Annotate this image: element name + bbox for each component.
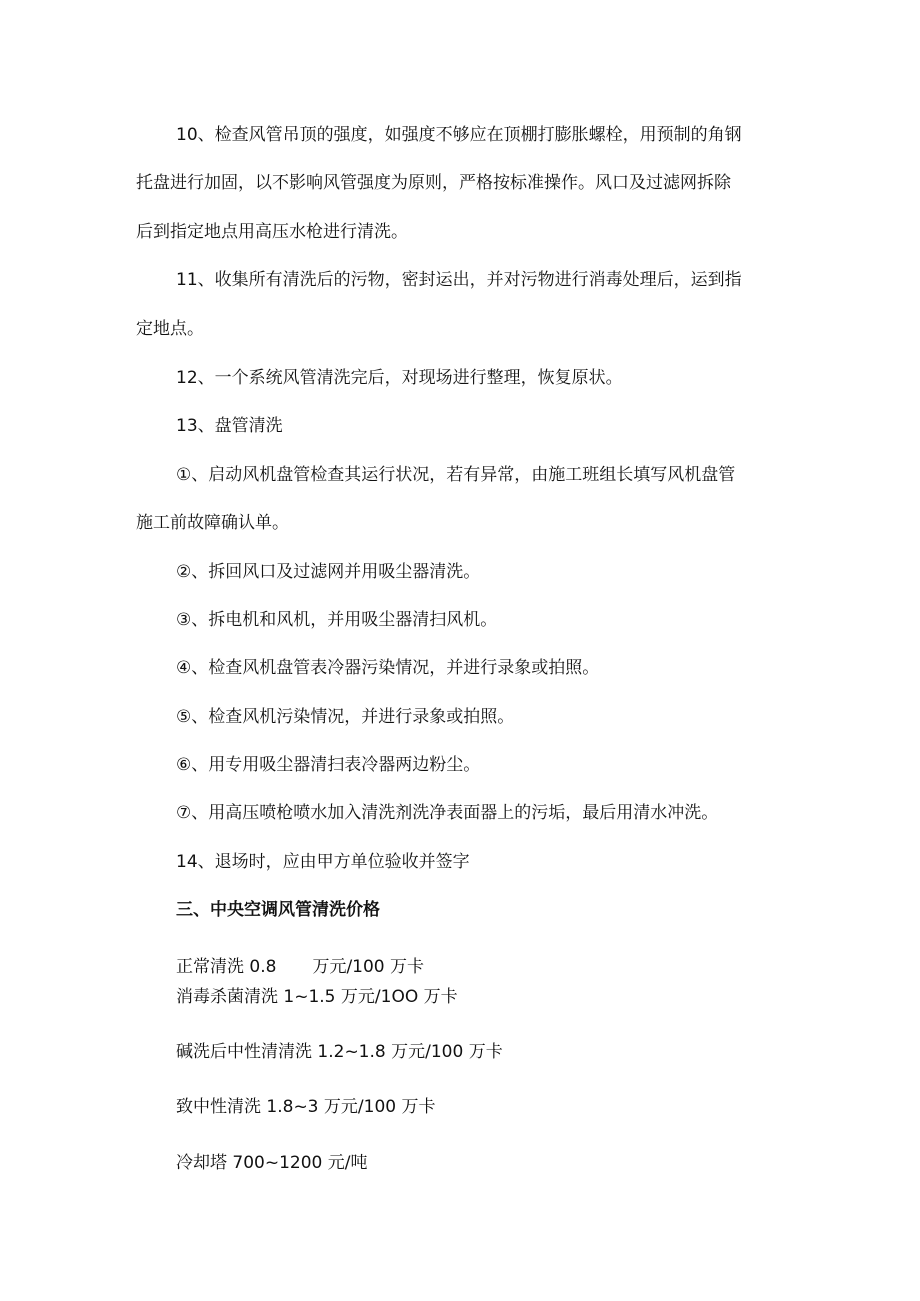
step-1-line-1: ①、启动风机盘管检查其运行状况，若有异常，由施工班组长填写风机盘管 bbox=[176, 465, 736, 485]
paragraph-13: 13、盘管清洗 bbox=[176, 416, 283, 436]
price-disinfect: 消毒杀菌清洗 1~1.5 万元/1OO 万卡 bbox=[176, 987, 458, 1007]
paragraph-11-line-2: 定地点。 bbox=[136, 319, 204, 339]
step-2: ②、拆回风口及过滤网并用吸尘器清洗。 bbox=[176, 562, 481, 582]
step-5: ⑤、检查风机污染情况，并进行录象或拍照。 bbox=[176, 707, 515, 727]
price-cooling-tower: 冷却塔 700~1200 元/吨 bbox=[176, 1153, 368, 1173]
paragraph-12: 12、一个系统风管清洗完后，对现场进行整理，恢复原状。 bbox=[176, 368, 623, 388]
paragraph-11-line-1: 11、收集所有清洗后的污物，密封运出，并对污物进行消毒处理后，运到指 bbox=[176, 270, 742, 290]
price-normal-unit: 万元/100 万卡 bbox=[312, 957, 425, 977]
paragraph-14: 14、退场时，应由甲方单位验收并签字 bbox=[176, 852, 470, 872]
step-1-line-2: 施工前故障确认单。 bbox=[136, 513, 289, 533]
step-3: ③、拆电机和风机，并用吸尘器清扫风机。 bbox=[176, 610, 498, 630]
paragraph-10-line-1: 10、检查风管吊顶的强度，如强度不够应在顶棚打膨胀螺栓，用预制的角钢 bbox=[176, 125, 742, 145]
paragraph-10-line-3: 后到指定地点用高压水枪进行清洗。 bbox=[136, 222, 408, 242]
step-7: ⑦、用高压喷枪喷水加入清洗剂洗净表面器上的污垢，最后用清水冲洗。 bbox=[176, 803, 719, 823]
step-6: ⑥、用专用吸尘器清扫表冷器两边粉尘。 bbox=[176, 755, 481, 775]
price-alkali: 碱洗后中性清清洗 1.2~1.8 万元/100 万卡 bbox=[176, 1042, 503, 1062]
paragraph-10-line-2: 托盘进行加固，以不影响风管强度为原则，严格按标准操作。风口及过滤网拆除 bbox=[136, 173, 731, 193]
price-neutral: 致中性清洗 1.8~3 万元/100 万卡 bbox=[176, 1097, 436, 1117]
price-normal bbox=[176, 955, 424, 979]
price-normal-label: 正常清洗 0.8 bbox=[176, 957, 277, 977]
step-4: ④、检查风机盘管表冷器污染情况，并进行录象或拍照。 bbox=[176, 658, 600, 678]
section-3-heading: 三、中央空调风管清洗价格 bbox=[176, 900, 380, 920]
